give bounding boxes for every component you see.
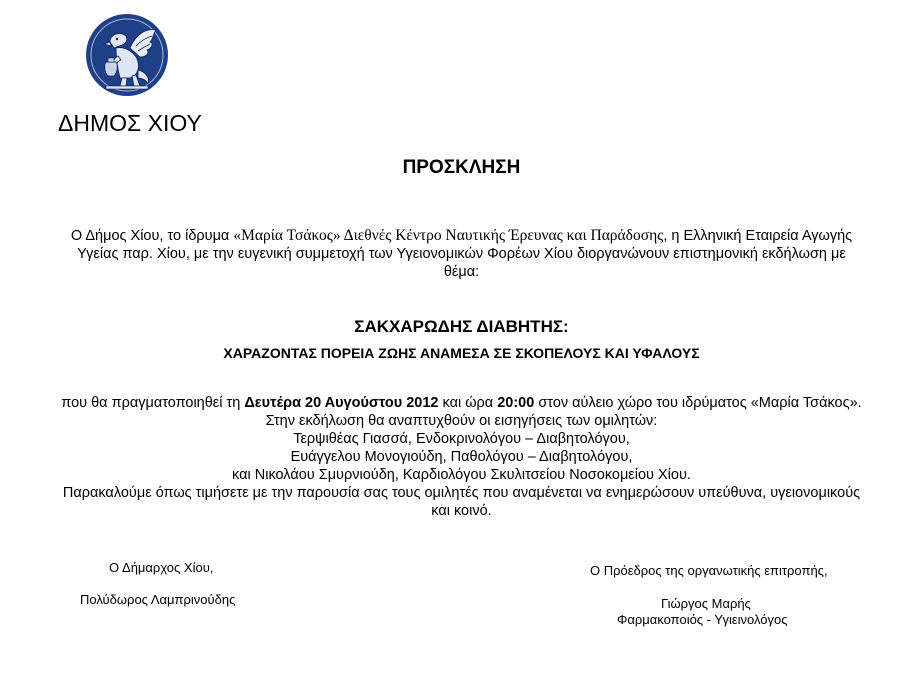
- foundation-name: «Μαρία Τσάκος» Διεθνές Κέντρο Ναυτικής Έρευνας και Παράδοσης: [233, 227, 664, 244]
- event-date: Δευτέρα 20 Αυγούστου 2012: [244, 395, 439, 411]
- closing-paragraph: Παρακαλούμε όπως τιμήσετε με την παρουσία σας τους ομιλητές που αναμένεται να ενημερώσουν υπεύθυνα, υγειονομικούς και κοινό.: [62, 485, 861, 519]
- mayor-name: Πολύδωρος Λαμπρινούδης: [80, 592, 236, 607]
- intro-text-part1: Ο Δήμος Χίου, το ίδρυμα: [70, 228, 234, 244]
- intro-text-part3: , η Ελληνική Εταιρεία Αγωγής Υγείας παρ. Χίου, με την ευγενική συμμετοχή των Υγειονομικών Φορέων Χίου διοργανώνουν επιστημονική εκδήλωση με θέμα:: [77, 228, 853, 280]
- topic-subheading: ΧΑΡΑΖΟΝΤΑΣ ΠΟΡΕΙΑ ΖΩΗΣ ΑΝΑΜΕΣΑ ΣΕ ΣΚΟΠΕΛΟΥΣ ΚΑΙ ΥΦΑΛΟΥΣ: [223, 345, 700, 361]
- topic-heading: ΣΑΚΧΑΡΩΔΗΣ ΔΙΑΒΗΤΗΣ:: [354, 317, 569, 336]
- speaker-1: Τερψιθέας Γιασσά, Ενδοκρινολόγου – Διαβητολόγου,: [293, 431, 630, 447]
- organization-name: ΔΗΜΟΣ ΧΙΟΥ: [58, 110, 202, 136]
- page-title: ΠΡΟΣΚΛΗΣΗ: [402, 157, 521, 178]
- details-text: και ώρα: [438, 395, 498, 411]
- intro-paragraph: [60, 227, 863, 281]
- speaker-3: και Νικολάου Σμυρνιούδη, Καρδιολόγου Σκυλιτσείου Νοσοκομείου Χίου.: [232, 467, 691, 483]
- event-date-paragraph: [60, 394, 863, 430]
- chair-title: Ο Πρόεδρος της οργανωτικής επιτροπής,: [590, 563, 828, 578]
- griffin-seal-icon: [84, 12, 170, 98]
- event-time: 20:00: [497, 395, 535, 411]
- event-details: [60, 394, 863, 520]
- chair-role: Φαρμακοποιός - Υγιεινολόγος: [617, 612, 788, 627]
- chair-name: Γιώργος Μαρής: [661, 596, 751, 611]
- mayor-title: Ο Δήμαρχος Χίου,: [109, 560, 214, 575]
- details-text: που θα πραγματοποιηθεί τη: [61, 395, 245, 411]
- speaker-2: Ευάγγελου Μονογιούδη, Παθολόγου – Διαβητολόγου,: [290, 449, 633, 465]
- details-text: στον αύλειο χώρο του ιδρύματος «Μαρία Τσάκος». Στην εκδήλωση θα αναπτυχθούν οι εισηγήσεις των ομιλητών:: [265, 395, 862, 429]
